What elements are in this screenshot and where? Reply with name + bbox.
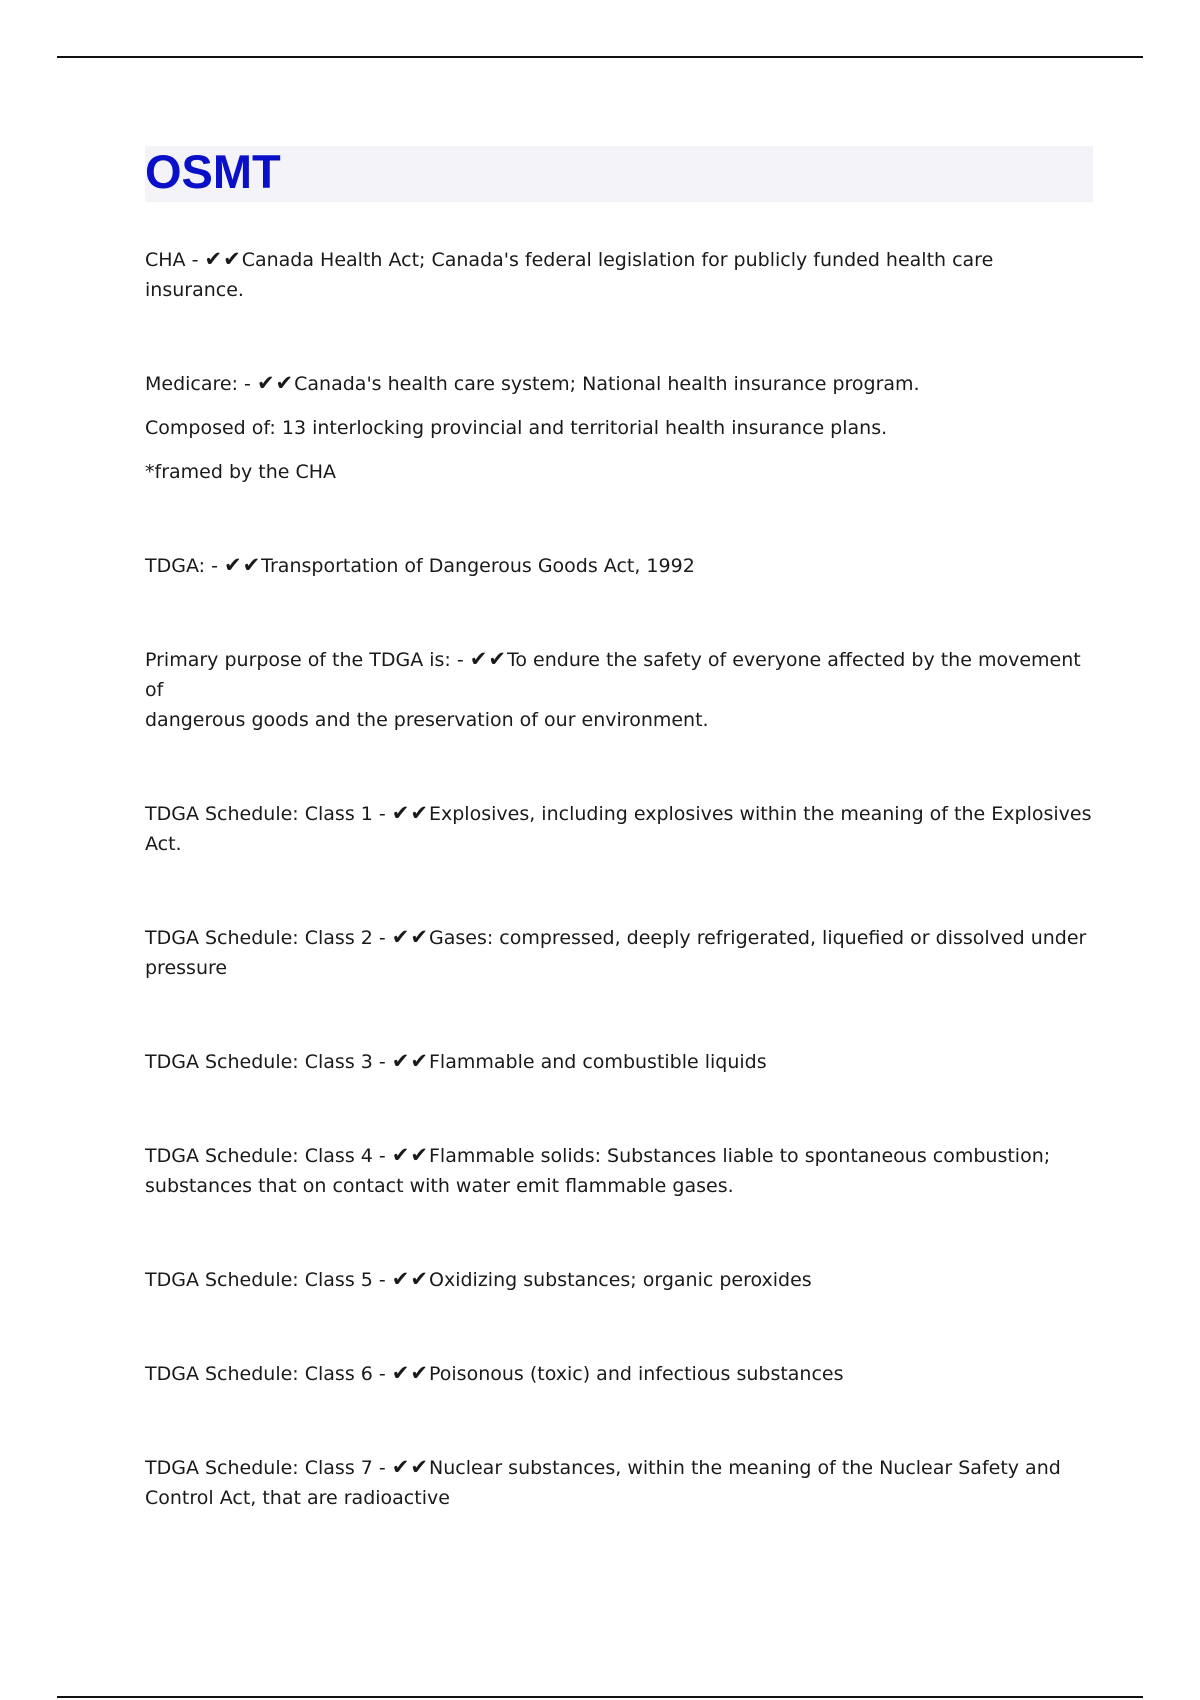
entry-term: CHA - [145,249,205,271]
entry-term: TDGA Schedule: Class 5 - [145,1269,392,1291]
entry-definition-continued: dangerous goods and the preservation of our environment. [145,709,709,731]
double-check-icon: ✔✔ [391,801,429,825]
entry-definition: Flammable solids: Substances liable to spontaneous combustion; [429,1145,1051,1167]
entry-term: TDGA: - [145,555,224,577]
title-band [145,146,1093,202]
double-check-icon: ✔✔ [391,1143,429,1167]
flashcard-entry [145,644,1095,735]
double-check-icon: ✔✔ [391,1267,429,1291]
flashcard-entry [145,1264,1095,1295]
flashcard-entry [145,550,1095,581]
double-check-icon: ✔✔ [256,371,295,395]
entry-definition: Flammable and combustible liquids [429,1051,767,1073]
header-rule [57,56,1143,58]
flashcard-entry [145,368,1095,399]
double-check-icon: ✔✔ [469,647,507,671]
entry-definition: Canada Health Act; Canada's federal legislation for publicly funded health care insurance. [145,249,994,301]
entry-definition: Transportation of Dangerous Goods Act, 1992 [261,555,695,577]
entry-term: TDGA Schedule: Class 3 - [145,1051,392,1073]
document-title: OSMT [145,145,281,198]
double-check-icon: ✔✔ [223,553,262,577]
entry-definition: Oxidizing substances; organic peroxides [429,1269,812,1291]
flashcard-entry [145,1046,1095,1077]
entry-definition-continued: pressure [145,957,228,979]
double-check-icon: ✔✔ [391,925,429,949]
flashcard-entry [145,922,1095,983]
entry-definition-continued: Control Act, that are radioactive [145,1487,450,1509]
entry-definition-continued: Act. [145,833,182,855]
entry-definition: Poisonous (toxic) and infectious substances [429,1363,844,1385]
entry-note: Composed of: 13 interlocking provincial and territorial health insurance plans. [145,417,888,439]
entry-definition: To endure the safety of everyone affected by the movement of [145,649,1081,701]
entry-definition: Canada's health care system; National health insurance program. [294,373,920,395]
entry-term: TDGA Schedule: Class 7 - [145,1457,392,1479]
flashcard-list [145,244,1095,1513]
entry-term: TDGA Schedule: Class 6 - [145,1363,392,1385]
entry-definition: Gases: compressed, deeply refrigerated, liquefied or dissolved under [429,927,1087,949]
double-check-icon: ✔✔ [391,1361,429,1385]
entry-term: TDGA Schedule: Class 1 - [145,803,392,825]
entry-term: TDGA Schedule: Class 4 - [145,1145,392,1167]
flashcard-entry [145,1140,1095,1201]
flashcard-entry [145,1452,1095,1513]
double-check-icon: ✔✔ [391,1455,429,1479]
entry-note: *framed by the CHA [145,461,337,483]
double-check-icon: ✔✔ [204,247,242,271]
flashcard-entry [145,798,1095,859]
double-check-icon: ✔✔ [391,1049,429,1073]
entry-definition-continued: substances that on contact with water emit flammable gases. [145,1175,734,1197]
entry-definition: Nuclear substances, within the meaning of the Nuclear Safety and [429,1457,1061,1479]
entry-definition: Explosives, including explosives within the meaning of the Explosives [429,803,1092,825]
footer-rule [57,1696,1143,1698]
entry-term: Medicare: - [145,373,257,395]
entry-term: Primary purpose of the TDGA is: - [145,649,470,671]
flashcard-entry [145,244,1095,305]
flashcard-entry [145,1358,1095,1389]
entry-term: TDGA Schedule: Class 2 - [145,927,392,949]
